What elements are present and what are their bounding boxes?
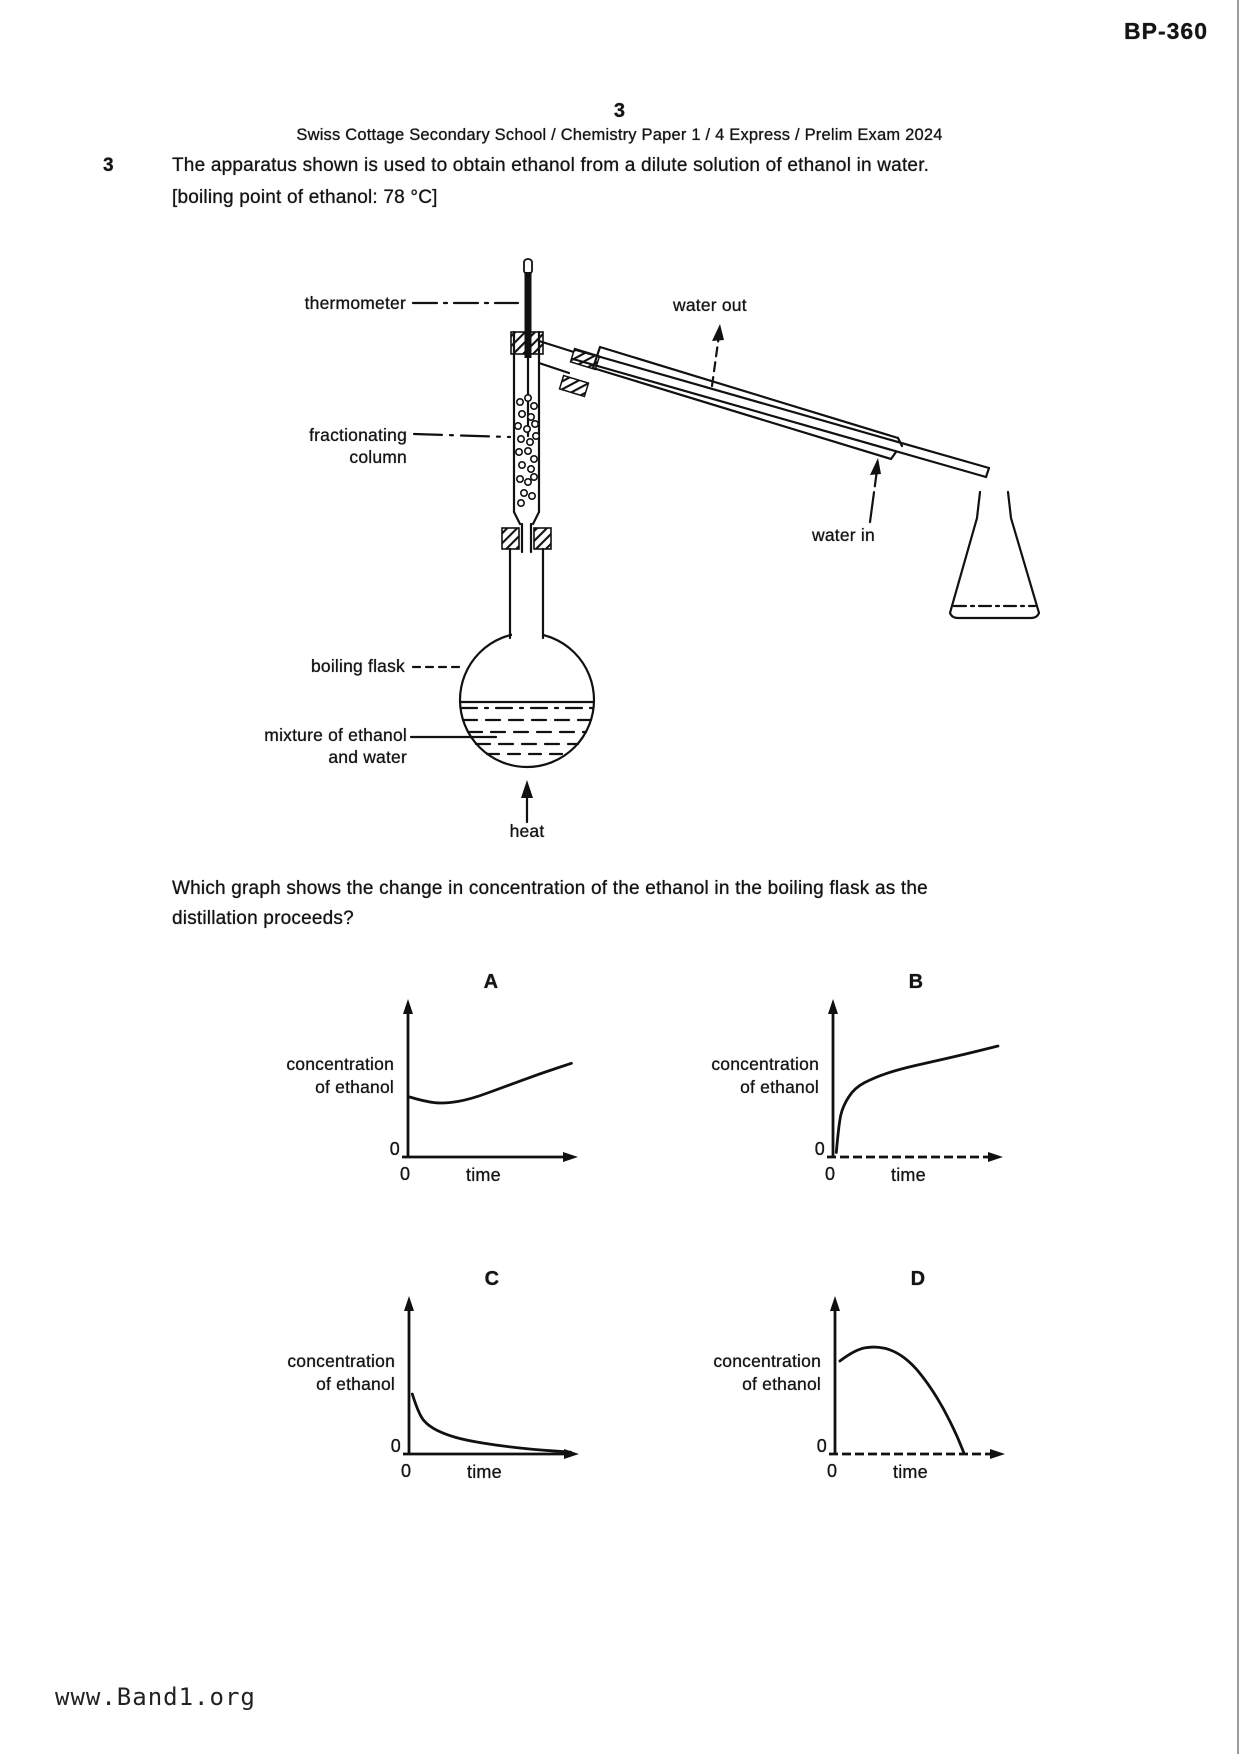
graph-C-letter: C — [484, 1268, 500, 1290]
option-graph-A — [230, 965, 590, 1200]
graph-B-origin-x: 0 — [825, 1164, 836, 1184]
y-axis-arrowhead — [830, 1296, 840, 1311]
graph-A-origin-x: 0 — [400, 1164, 411, 1184]
page-number: 3 — [613, 100, 626, 122]
y-axis-arrowhead — [403, 999, 413, 1014]
graph-D-ylabel: concentration of ethanol — [713, 1351, 821, 1394]
graph-C-origin-x: 0 — [401, 1461, 412, 1481]
graph-B-origin-y: 0 — [814, 1139, 825, 1159]
graph-C-ylabel: concentration of ethanol — [287, 1351, 395, 1394]
graph-D-origin-y: 0 — [816, 1436, 827, 1456]
graph-C-curve — [412, 1394, 570, 1452]
heat-arrow — [521, 780, 533, 822]
boiling-flask-label: boiling flask — [310, 656, 405, 676]
graph-A-xlabel: time — [466, 1165, 501, 1185]
fractionating-column-leader-line — [414, 434, 510, 437]
conical-flask-graphic — [950, 492, 1039, 618]
graph-B-xlabel: time — [891, 1165, 926, 1185]
graph-C-origin-y: 0 — [390, 1436, 401, 1456]
graph-C-xlabel: time — [467, 1462, 502, 1482]
graph-A-letter: A — [483, 971, 499, 993]
flask-neck-cork-right — [534, 528, 551, 549]
question-number: 3 — [103, 155, 114, 176]
thermometer-graphic — [524, 259, 532, 436]
question-text: The apparatus shown is used to obtain ethanol from a dilute solution of ethanol in water. — [172, 155, 930, 176]
graph-question-line2: distillation proceeds? — [172, 908, 354, 929]
option-graph-B — [655, 965, 1015, 1200]
boiling-flask-graphic — [460, 549, 594, 767]
document-code: BP-360 — [1124, 18, 1208, 44]
water-out-label: water out — [673, 295, 747, 315]
fractionating-column-label: fractionating column — [309, 425, 407, 467]
graph-A-origin-y: 0 — [389, 1139, 400, 1159]
graph-question-line1: Which graph shows the change in concentration of the ethanol in the boiling flask as the — [172, 878, 928, 899]
x-axis-arrowhead — [988, 1152, 1003, 1162]
paper-header: Swiss Cottage Secondary School / Chemistry Paper 1 / 4 Express / Prelim Exam 2024 — [296, 126, 943, 144]
graph-A-curve — [410, 1063, 572, 1103]
distillation-apparatus-diagram — [200, 240, 1080, 860]
condenser-graphic — [539, 341, 989, 477]
graph-D-origin-x: 0 — [827, 1461, 838, 1481]
water-out-arrow — [712, 324, 724, 386]
graph-D-curve — [840, 1347, 964, 1452]
graph-A-ylabel: concentration of ethanol — [286, 1054, 394, 1097]
water-in-arrow — [870, 458, 881, 522]
mixture-label: mixture of ethanol and water — [264, 725, 407, 767]
fractionating-column-graphic — [514, 332, 539, 552]
graph-D-letter: D — [910, 1268, 926, 1290]
graph-B-curve — [836, 1046, 998, 1153]
thermometer-label: thermometer — [304, 293, 406, 313]
flask-liquid — [460, 702, 594, 754]
y-axis-arrowhead — [404, 1296, 414, 1311]
option-graph-D — [657, 1262, 1017, 1497]
y-axis-arrowhead — [828, 999, 838, 1014]
footer-url: www.Band1.org — [55, 1683, 256, 1711]
x-axis-arrowhead — [563, 1152, 578, 1162]
boiling-point-note: [boiling point of ethanol: 78 °C] — [172, 187, 438, 208]
heat-label: heat — [509, 821, 545, 841]
x-axis-arrowhead — [990, 1449, 1005, 1459]
water-in-label: water in — [812, 525, 875, 545]
graph-B-letter: B — [908, 971, 924, 993]
condenser-inner-tube — [576, 350, 989, 468]
graph-B-ylabel: concentration of ethanol — [711, 1054, 819, 1097]
flask-neck-cork-left — [502, 528, 519, 549]
graph-D-xlabel: time — [893, 1462, 928, 1482]
option-graph-C — [231, 1262, 591, 1497]
